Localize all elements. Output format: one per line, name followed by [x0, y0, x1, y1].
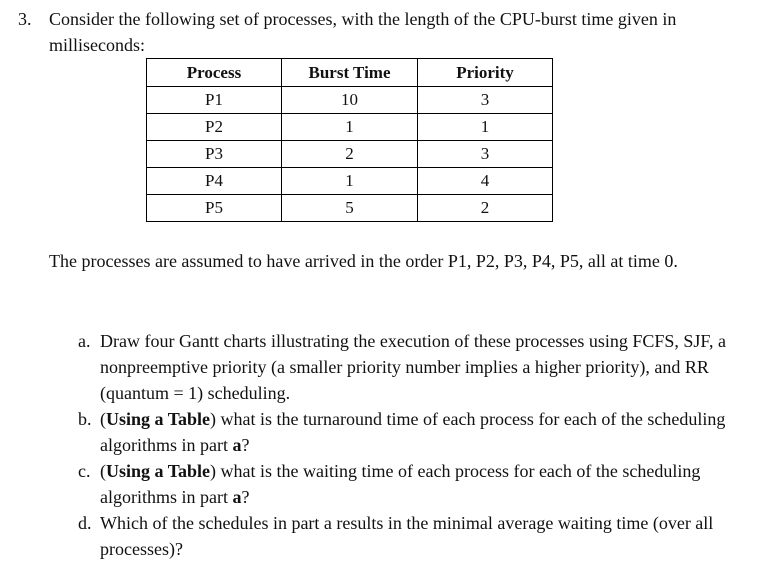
header-priority: Priority [418, 59, 553, 87]
cell-burst-time: 1 [282, 168, 418, 195]
cell-priority: 1 [418, 114, 553, 141]
process-table [146, 58, 553, 222]
table-row [147, 114, 553, 141]
arrival-note: The processes are assumed to have arrived in the order P1, P2, P3, P4, P5, all at time 0. [49, 251, 678, 271]
part-b-bold-phrase: Using a Table [106, 409, 211, 429]
part-b-open: ( [100, 409, 106, 429]
part-b-text: ) what is the turnaround time of each process for each of the scheduling algorithms in part [100, 409, 726, 455]
cell-burst-time: 2 [282, 141, 418, 168]
sub-questions [78, 328, 748, 562]
table-row [147, 141, 553, 168]
table-row [147, 168, 553, 195]
cell-process: P3 [147, 141, 282, 168]
part-c-marker: c. [78, 461, 91, 481]
part-c-bold-phrase: Using a Table [106, 461, 211, 481]
part-a [78, 328, 748, 406]
cell-priority: 3 [418, 87, 553, 114]
table-header-row [147, 59, 553, 87]
part-b-marker: b. [78, 409, 92, 429]
cell-burst-time: 1 [282, 114, 418, 141]
cell-priority: 4 [418, 168, 553, 195]
part-c-end: ? [241, 487, 250, 507]
cell-process: P4 [147, 168, 282, 195]
part-d [78, 510, 748, 562]
part-c-open: ( [100, 461, 106, 481]
part-b-end: ? [241, 435, 250, 455]
table-row [147, 87, 553, 114]
cell-process: P1 [147, 87, 282, 114]
part-c-text: ) what is the waiting time of each process for each of the scheduling algorithms in part [100, 461, 701, 507]
part-d-text: Which of the schedules in part a results in the minimal average waiting time (over all processes)? [100, 513, 714, 559]
cell-process: P5 [147, 195, 282, 222]
cell-burst-time: 5 [282, 195, 418, 222]
part-d-marker: d. [78, 513, 92, 533]
table-row [147, 195, 553, 222]
header-process: Process [147, 59, 282, 87]
cell-priority: 3 [418, 141, 553, 168]
part-c-bold-ref: a [232, 487, 242, 507]
part-a-text: Draw four Gantt charts illustrating the execution of these processes using FCFS, SJF, a nonpreemptive priority (a smaller priority number implies a higher priority), and RR (quantum = 1) scheduling. [100, 331, 726, 403]
cell-process: P2 [147, 114, 282, 141]
question-number: 3. [18, 9, 32, 29]
question-text: Consider the following set of processes, with the length of the CPU-burst time given in milliseconds: [49, 9, 677, 55]
part-c [78, 458, 748, 510]
part-b [78, 406, 748, 458]
part-b-bold-ref: a [232, 435, 242, 455]
cell-priority: 2 [418, 195, 553, 222]
part-a-marker: a. [78, 331, 91, 351]
header-burst-time: Burst Time [282, 59, 418, 87]
cell-burst-time: 10 [282, 87, 418, 114]
